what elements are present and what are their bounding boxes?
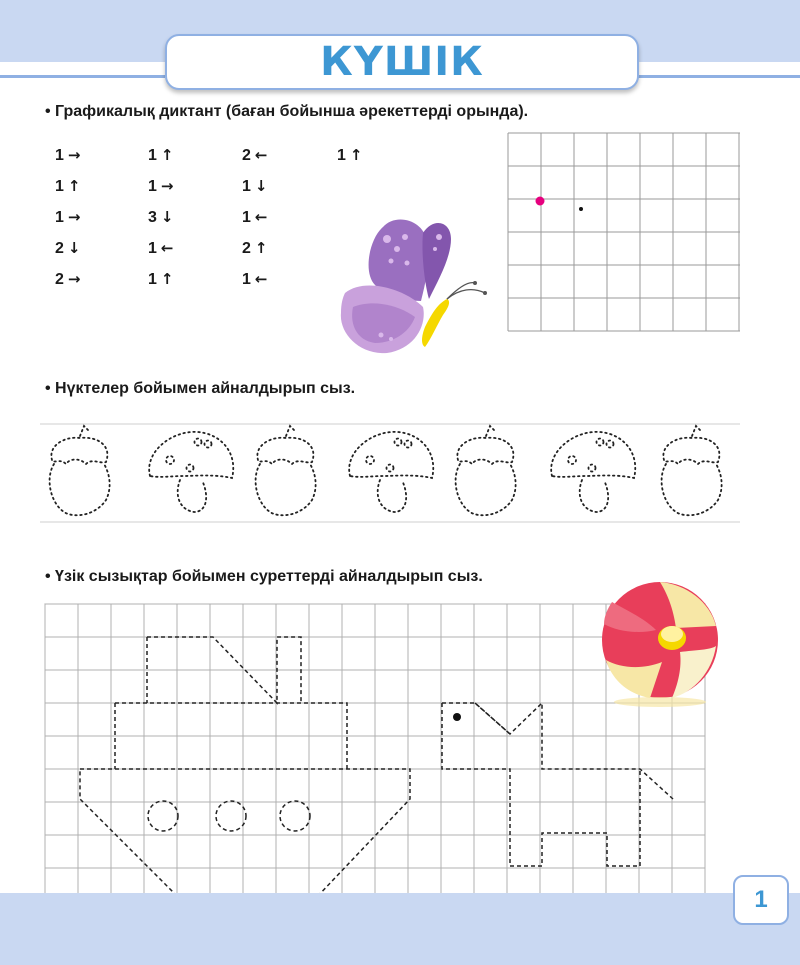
step-count: 1 bbox=[148, 178, 157, 195]
step-count: 2 bbox=[242, 147, 251, 164]
step-arrow-icon: ↓ bbox=[67, 239, 81, 257]
step-arrow-icon: → bbox=[67, 208, 81, 226]
step-arrow-icon: → bbox=[160, 177, 174, 195]
dictation-step bbox=[242, 239, 302, 258]
step-arrow-icon: → bbox=[67, 146, 81, 164]
step-count: 1 bbox=[148, 240, 157, 257]
step-count: 1 bbox=[337, 147, 346, 164]
start-dot-black bbox=[579, 207, 583, 211]
step-count: 2 bbox=[55, 240, 64, 257]
task3-instruction: • Үзік сызықтар бойымен суреттерді айналдырып сыз. bbox=[45, 568, 483, 585]
dot-tracing-strip[interactable] bbox=[40, 418, 740, 526]
dictation-step bbox=[242, 208, 302, 227]
step-arrow-icon: ← bbox=[254, 208, 268, 226]
dictation-step bbox=[148, 177, 208, 196]
page-title: КҮШІК bbox=[320, 39, 484, 85]
ball-illustration bbox=[590, 580, 730, 710]
header-divider-right bbox=[635, 75, 800, 78]
task1-instruction: • Графикалық диктант (баған бойынша әрекеттерді орында). bbox=[45, 103, 529, 120]
task2-instruction: • Нүктелер бойымен айналдырып сыз. bbox=[45, 380, 356, 397]
dictation-step bbox=[337, 146, 397, 165]
dictation-grid[interactable] bbox=[508, 133, 740, 333]
step-count: 2 bbox=[242, 240, 251, 257]
step-count: 1 bbox=[55, 209, 64, 226]
dictation-step bbox=[148, 239, 208, 258]
butterfly-illustration bbox=[335, 215, 495, 355]
header-divider-left bbox=[0, 75, 165, 78]
dog-eye bbox=[453, 713, 461, 721]
start-dot-pink bbox=[536, 197, 545, 206]
dictation-step bbox=[55, 239, 115, 258]
dictation-step bbox=[148, 208, 208, 227]
step-arrow-icon: ↓ bbox=[160, 208, 174, 226]
dictation-step bbox=[148, 270, 208, 289]
title-box bbox=[165, 34, 639, 90]
step-count: 3 bbox=[148, 209, 157, 226]
dictation-step bbox=[55, 270, 115, 289]
step-count: 1 bbox=[242, 271, 251, 288]
step-arrow-icon: ← bbox=[254, 146, 268, 164]
dictation-step bbox=[242, 270, 302, 289]
step-count: 1 bbox=[55, 178, 64, 195]
dictation-step bbox=[148, 146, 208, 165]
step-arrow-icon: → bbox=[67, 270, 81, 288]
dictation-step bbox=[242, 146, 302, 165]
step-arrow-icon: ↑ bbox=[254, 239, 268, 257]
dictation-step bbox=[55, 146, 115, 165]
step-count: 1 bbox=[242, 209, 251, 226]
dictation-step bbox=[242, 177, 302, 196]
step-count: 2 bbox=[55, 271, 64, 288]
step-arrow-icon: ↑ bbox=[349, 146, 363, 164]
step-count: 1 bbox=[55, 147, 64, 164]
step-count: 1 bbox=[148, 271, 157, 288]
step-arrow-icon: ↓ bbox=[254, 177, 268, 195]
dictation-step bbox=[55, 177, 115, 196]
step-arrow-icon: ↑ bbox=[67, 177, 81, 195]
footer-band bbox=[0, 893, 800, 965]
step-count: 1 bbox=[242, 178, 251, 195]
page-number: 1 bbox=[733, 875, 789, 925]
step-arrow-icon: ← bbox=[254, 270, 268, 288]
step-arrow-icon: ← bbox=[160, 239, 174, 257]
step-arrow-icon: ↑ bbox=[160, 146, 174, 164]
step-arrow-icon: ↑ bbox=[160, 270, 174, 288]
dictation-step bbox=[55, 208, 115, 227]
step-count: 1 bbox=[148, 147, 157, 164]
